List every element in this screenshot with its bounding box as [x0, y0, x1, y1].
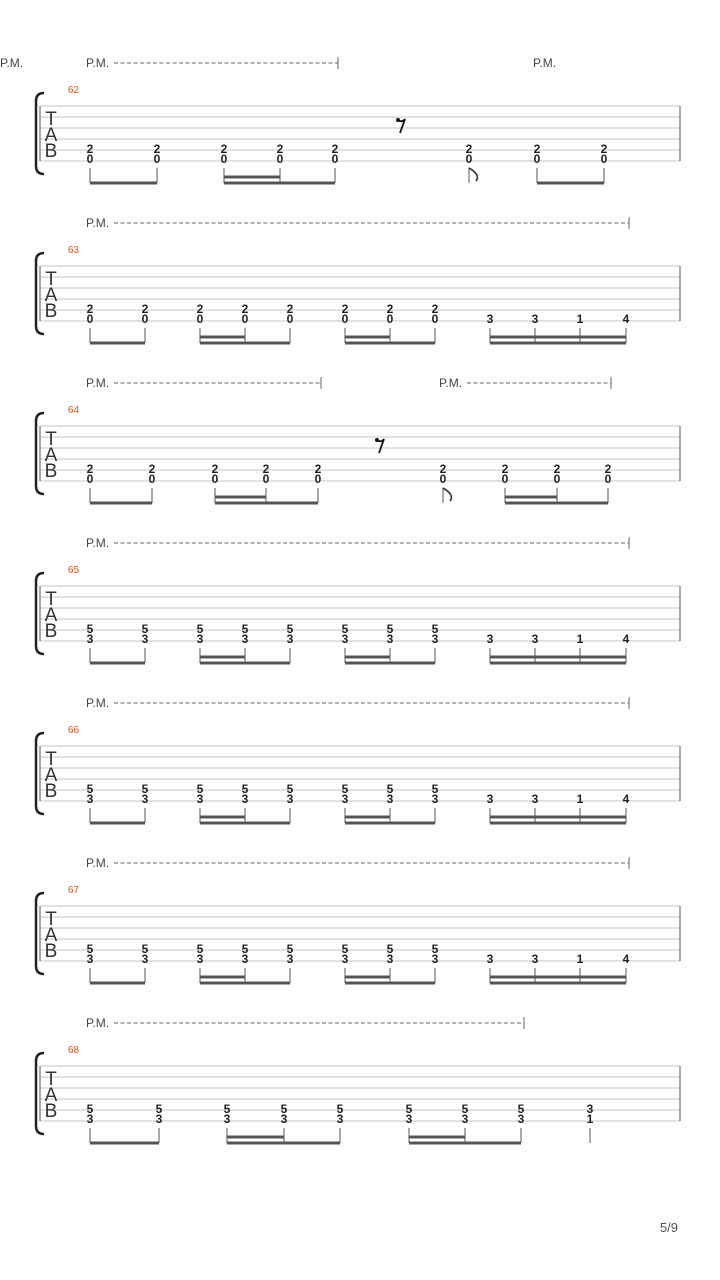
fret-number: 0: [431, 312, 439, 326]
fret-number: 5: [341, 782, 349, 796]
tab-clef-letter: B: [44, 1101, 58, 1122]
fret-number: 4: [622, 632, 630, 646]
fret-number: 0: [331, 152, 339, 166]
fret-number: 3: [586, 1102, 594, 1116]
fret-number: 0: [341, 312, 349, 326]
fret-number: 3: [196, 952, 204, 966]
fret-number: 2: [341, 302, 349, 316]
tab-clef-letter: A: [44, 605, 58, 626]
fret-number: 2: [276, 142, 284, 156]
palm-mute-label: P.M.: [86, 856, 110, 870]
tab-clef-letter: T: [45, 589, 57, 610]
fret-number: 3: [336, 1112, 344, 1126]
fret-number: 0: [220, 152, 228, 166]
fret-number: 5: [86, 1102, 94, 1116]
fret-number: 2: [439, 462, 447, 476]
fret-number: 3: [341, 632, 349, 646]
palm-mute-label: P.M.: [439, 376, 463, 390]
fret-number: 5: [386, 782, 394, 796]
tab-clef-letter: B: [44, 301, 58, 322]
palm-mute-label: P.M.: [86, 1016, 110, 1030]
fret-number: 3: [223, 1112, 231, 1126]
fret-number: 5: [341, 622, 349, 636]
fret-number: 3: [486, 632, 494, 646]
fret-number: 0: [286, 312, 294, 326]
measure-number: 67: [68, 885, 80, 896]
fret-number: 0: [86, 152, 94, 166]
tab-clef-letter: T: [45, 109, 57, 130]
fret-number: 3: [486, 792, 494, 806]
fret-number: 3: [155, 1112, 163, 1126]
fret-number: 2: [211, 462, 219, 476]
fret-number: 3: [196, 632, 204, 646]
fret-number: 3: [531, 632, 539, 646]
fret-number: 5: [431, 942, 439, 956]
fret-number: 3: [405, 1112, 413, 1126]
fret-number: 5: [155, 1102, 163, 1116]
note-flag: [469, 168, 477, 181]
measure-number: 66: [68, 725, 80, 736]
fret-number: 2: [431, 302, 439, 316]
fret-number: 2: [386, 302, 394, 316]
fret-number: 3: [531, 312, 539, 326]
fret-number: 1: [576, 312, 584, 326]
fret-number: 2: [141, 302, 149, 316]
palm-mute-label: P.M.: [86, 536, 110, 550]
fret-number: 2: [196, 302, 204, 316]
fret-number: 1: [576, 952, 584, 966]
fret-number: 0: [153, 152, 161, 166]
fret-number: 5: [196, 782, 204, 796]
tab-clef-letter: B: [44, 781, 58, 802]
fret-number: 0: [604, 472, 612, 486]
fret-number: 3: [531, 952, 539, 966]
fret-number: 5: [86, 942, 94, 956]
fret-number: 2: [600, 142, 608, 156]
tab-clef-letter: A: [44, 1085, 58, 1106]
fret-number: 3: [517, 1112, 525, 1126]
fret-number: 3: [386, 792, 394, 806]
fret-number: 4: [622, 312, 630, 326]
fret-number: 0: [86, 312, 94, 326]
fret-number: 5: [431, 782, 439, 796]
palm-mute-label: P.M.: [86, 216, 110, 230]
fret-number: 5: [386, 942, 394, 956]
fret-number: 3: [280, 1112, 288, 1126]
fret-number: 0: [148, 472, 156, 486]
fret-number: 5: [280, 1102, 288, 1116]
fret-number: 5: [286, 942, 294, 956]
fret-number: 3: [386, 952, 394, 966]
fret-number: 5: [431, 622, 439, 636]
fret-number: 2: [148, 462, 156, 476]
fret-number: 0: [196, 312, 204, 326]
palm-mute-label: P.M.: [86, 56, 110, 70]
fret-number: 1: [576, 632, 584, 646]
fret-number: 0: [465, 152, 473, 166]
fret-number: 0: [553, 472, 561, 486]
fret-number: 5: [336, 1102, 344, 1116]
fret-number: 5: [141, 942, 149, 956]
fret-number: 2: [533, 142, 541, 156]
fret-number: 5: [341, 942, 349, 956]
palm-mute-label: P.M.: [86, 696, 110, 710]
fret-number: 3: [486, 952, 494, 966]
fret-number: 3: [241, 632, 249, 646]
fret-number: 3: [141, 632, 149, 646]
fret-number: 3: [286, 632, 294, 646]
fret-number: 3: [86, 952, 94, 966]
fret-number: 3: [531, 792, 539, 806]
fret-number: 0: [276, 152, 284, 166]
fret-number: 3: [286, 792, 294, 806]
fret-number: 2: [220, 142, 228, 156]
tab-clef-letter: A: [44, 765, 58, 786]
fret-number: 0: [501, 472, 509, 486]
fret-number: 0: [211, 472, 219, 486]
measure-number: 65: [68, 565, 80, 576]
fret-number: 5: [241, 942, 249, 956]
fret-number: 2: [604, 462, 612, 476]
tab-clef-letter: T: [45, 909, 57, 930]
fret-number: 3: [461, 1112, 469, 1126]
fret-number: 0: [533, 152, 541, 166]
fret-number: 2: [501, 462, 509, 476]
measure-number: 63: [68, 245, 80, 256]
fret-number: 2: [86, 462, 94, 476]
fret-number: 3: [196, 792, 204, 806]
fret-number: 0: [600, 152, 608, 166]
fret-number: 3: [86, 632, 94, 646]
tab-clef-letter: B: [44, 941, 58, 962]
fret-number: 3: [486, 312, 494, 326]
fret-number: 5: [286, 782, 294, 796]
fret-number: 5: [86, 622, 94, 636]
fret-number: 5: [86, 782, 94, 796]
tab-clef-letter: B: [44, 621, 58, 642]
fret-number: 2: [262, 462, 270, 476]
fret-number: 5: [461, 1102, 469, 1116]
measure-number: 62: [68, 85, 80, 96]
tab-clef-letter: T: [45, 749, 57, 770]
palm-mute-label: P.M.: [533, 56, 557, 70]
fret-number: 5: [141, 782, 149, 796]
fret-number: 4: [622, 792, 630, 806]
fret-number: 2: [314, 462, 322, 476]
fret-number: 0: [262, 472, 270, 486]
fret-number: 5: [386, 622, 394, 636]
fret-number: 3: [241, 792, 249, 806]
eighth-rest-dot: [396, 118, 400, 122]
fret-number: 3: [341, 792, 349, 806]
tab-clef-letter: B: [44, 141, 58, 162]
fret-number: 0: [141, 312, 149, 326]
page-number: 5/9: [659, 1220, 678, 1235]
fret-number: 0: [241, 312, 249, 326]
fret-number: 5: [196, 622, 204, 636]
fret-number: 0: [314, 472, 322, 486]
fret-number: 3: [141, 952, 149, 966]
fret-number: 5: [286, 622, 294, 636]
fret-number: 3: [241, 952, 249, 966]
fret-number: 2: [465, 142, 473, 156]
measure-number: 68: [68, 1045, 80, 1056]
fret-number: 3: [431, 792, 439, 806]
fret-number: 5: [141, 622, 149, 636]
fret-number: 5: [517, 1102, 525, 1116]
fret-number: 3: [286, 952, 294, 966]
fret-number: 3: [431, 632, 439, 646]
fret-number: 3: [141, 792, 149, 806]
tab-clef-letter: T: [45, 1069, 57, 1090]
fret-number: 2: [153, 142, 161, 156]
fret-number: 1: [586, 1112, 594, 1126]
tab-clef-letter: A: [44, 925, 58, 946]
fret-number: 3: [386, 632, 394, 646]
measure-number: 64: [68, 405, 80, 416]
fret-number: 0: [439, 472, 447, 486]
tab-clef-letter: T: [45, 429, 57, 450]
tab-clef-letter: A: [44, 445, 58, 466]
fret-number: 1: [576, 792, 584, 806]
palm-mute-label: P.M.: [86, 376, 110, 390]
tab-clef-letter: T: [45, 269, 57, 290]
fret-number: 2: [286, 302, 294, 316]
fret-number: 3: [341, 952, 349, 966]
fret-number: 4: [622, 952, 630, 966]
fret-number: 2: [86, 142, 94, 156]
eighth-rest-dot: [375, 438, 379, 442]
tab-clef-letter: A: [44, 285, 58, 306]
fret-number: 3: [86, 792, 94, 806]
fret-number: 0: [386, 312, 394, 326]
fret-number: 5: [405, 1102, 413, 1116]
palm-mute-label: P.M.: [0, 56, 24, 70]
fret-number: 2: [241, 302, 249, 316]
fret-number: 2: [331, 142, 339, 156]
fret-number: 2: [553, 462, 561, 476]
fret-number: 5: [223, 1102, 231, 1116]
fret-number: 3: [86, 1112, 94, 1126]
fret-number: 2: [86, 302, 94, 316]
fret-number: 5: [196, 942, 204, 956]
fret-number: 3: [431, 952, 439, 966]
fret-number: 0: [86, 472, 94, 486]
fret-number: 5: [241, 622, 249, 636]
tab-clef-letter: A: [44, 125, 58, 146]
note-flag: [443, 488, 451, 501]
tab-clef-letter: B: [44, 461, 58, 482]
fret-number: 5: [241, 782, 249, 796]
